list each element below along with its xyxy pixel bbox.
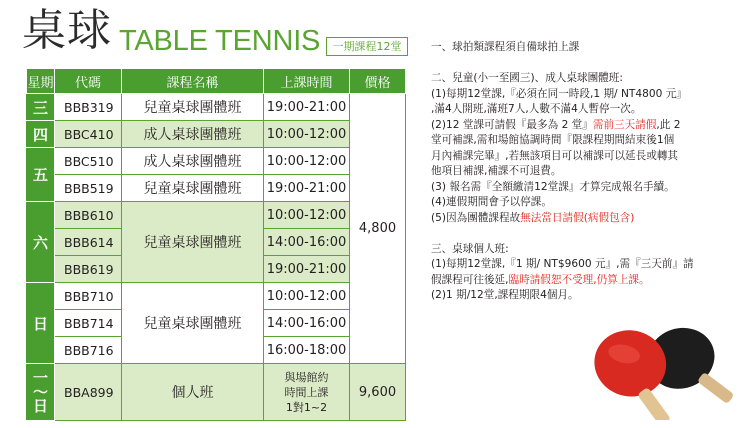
course-code: BBB710	[55, 283, 122, 310]
schedule-table	[26, 68, 406, 421]
page-title: 桌球	[22, 5, 112, 56]
rule-text: (2)12 堂課可請假『最多為 2 堂』	[431, 118, 593, 131]
table-tennis-paddles-icon	[588, 320, 733, 420]
note-line: 與場館約	[284, 370, 329, 384]
table-row	[27, 121, 406, 148]
course-rules	[431, 40, 731, 304]
course-name: 兒童桌球團體班	[122, 175, 264, 202]
rule-line: (4)連假期間會予以停課。	[431, 196, 552, 208]
table-row	[27, 202, 406, 229]
rule-text: ,此 2	[656, 118, 681, 131]
rule-line	[431, 273, 731, 289]
course-code: BBC510	[55, 148, 122, 175]
rule-line: 一、球拍類課程須自備球拍上課	[431, 41, 580, 53]
rule-line	[431, 118, 731, 134]
column-header-time: 上課時間	[264, 69, 350, 94]
note-line: 時間上課	[284, 385, 329, 399]
rule-line: (2)1 期/12堂,課程期限4個月。	[431, 289, 579, 301]
course-time: 14:00-16:00	[264, 310, 350, 337]
rule-highlight: 臨時請假恕不受理,仍算上課。	[508, 273, 650, 286]
rule-line: (3) 報名需『全額繳清12堂課』才算完成報名手續。	[431, 180, 675, 193]
table-row	[27, 364, 406, 421]
rule-line	[431, 211, 731, 227]
rule-line: 他項目補課,補課不可退費。	[431, 165, 562, 177]
day-cell-wed: 三	[27, 94, 55, 121]
note-line: 1對1~2	[285, 400, 328, 414]
table-row	[27, 175, 406, 202]
course-code: BBB319	[55, 94, 122, 121]
course-time: 19:00-21:00	[264, 175, 350, 202]
rule-line: (1)每期12堂課,『必須在同一時段,1 期/ NT4800 元』	[431, 87, 687, 100]
course-time: 10:00-12:00	[264, 121, 350, 148]
day-cell-thu: 四	[27, 121, 55, 148]
course-name: 成人桌球團體班	[122, 121, 264, 148]
price-group: 4,800	[350, 94, 406, 364]
course-code: BBB619	[55, 256, 122, 283]
price-private: 9,600	[350, 364, 406, 421]
course-time: 19:00-21:00	[264, 94, 350, 121]
day-cell-sun: 日	[27, 283, 55, 364]
rule-text: (5)因為團體課程故	[431, 211, 521, 224]
rule-line: 月內補課完畢』,若無該項目可以補課可以延長或轉其	[431, 149, 679, 162]
course-code: BBB716	[55, 337, 122, 364]
sessions-badge: 一期課程12堂	[326, 37, 408, 56]
day-cell-mon-sun: 一 ～ 日	[27, 364, 55, 421]
table-row	[27, 283, 406, 310]
course-name: 兒童桌球團體班	[122, 94, 264, 121]
course-time: 19:00-21:00	[264, 256, 350, 283]
rule-highlight: 無法當日請假(病假包含)	[520, 211, 635, 224]
table-row	[27, 148, 406, 175]
rule-highlight: 需前三天請假	[592, 118, 657, 131]
column-header-price: 價格	[350, 69, 406, 94]
course-code: BBB714	[55, 310, 122, 337]
course-name: 個人班	[122, 364, 264, 421]
course-code: BBB519	[55, 175, 122, 202]
course-time: 10:00-12:00	[264, 148, 350, 175]
course-code: BBA899	[55, 364, 122, 421]
course-time: 14:00-16:00	[264, 229, 350, 256]
rule-line: (1)每期12堂課,『1 期/ NT$9600 元』,需『三天前』請	[431, 258, 694, 270]
course-code: BBB610	[55, 202, 122, 229]
course-name: 成人桌球團體班	[122, 148, 264, 175]
rule-line: ,滿4人開班,滿班7人,人數不滿4人暫停一次。	[431, 103, 642, 115]
course-name: 兒童桌球團體班	[122, 283, 264, 364]
day-cell-sat: 六	[27, 202, 55, 283]
course-code: BBB614	[55, 229, 122, 256]
day-cell-fri: 五	[27, 148, 55, 202]
section-title-private: 三、桌球個人班:	[431, 242, 509, 255]
column-header-code: 代碼	[55, 69, 122, 94]
course-time-note	[264, 364, 350, 421]
course-time: 10:00-12:00	[264, 283, 350, 310]
course-name: 兒童桌球團體班	[122, 202, 264, 283]
page-title-english: TABLE TENNIS	[119, 25, 321, 57]
table-header-row	[27, 69, 406, 94]
table-row	[27, 94, 406, 121]
column-header-day: 星期	[27, 69, 55, 94]
course-time: 16:00-18:00	[264, 337, 350, 364]
course-code: BBC410	[55, 121, 122, 148]
course-time: 10:00-12:00	[264, 202, 350, 229]
rule-line: 堂可補課,需和場館協調時間『限課程期間結束後1個	[431, 134, 675, 146]
section-title-group: 二、兒童(小一至國三)、成人桌球團體班:	[431, 72, 623, 84]
column-header-course: 課程名稱	[122, 69, 264, 94]
rule-text: 假課程可往後延,	[431, 273, 509, 286]
